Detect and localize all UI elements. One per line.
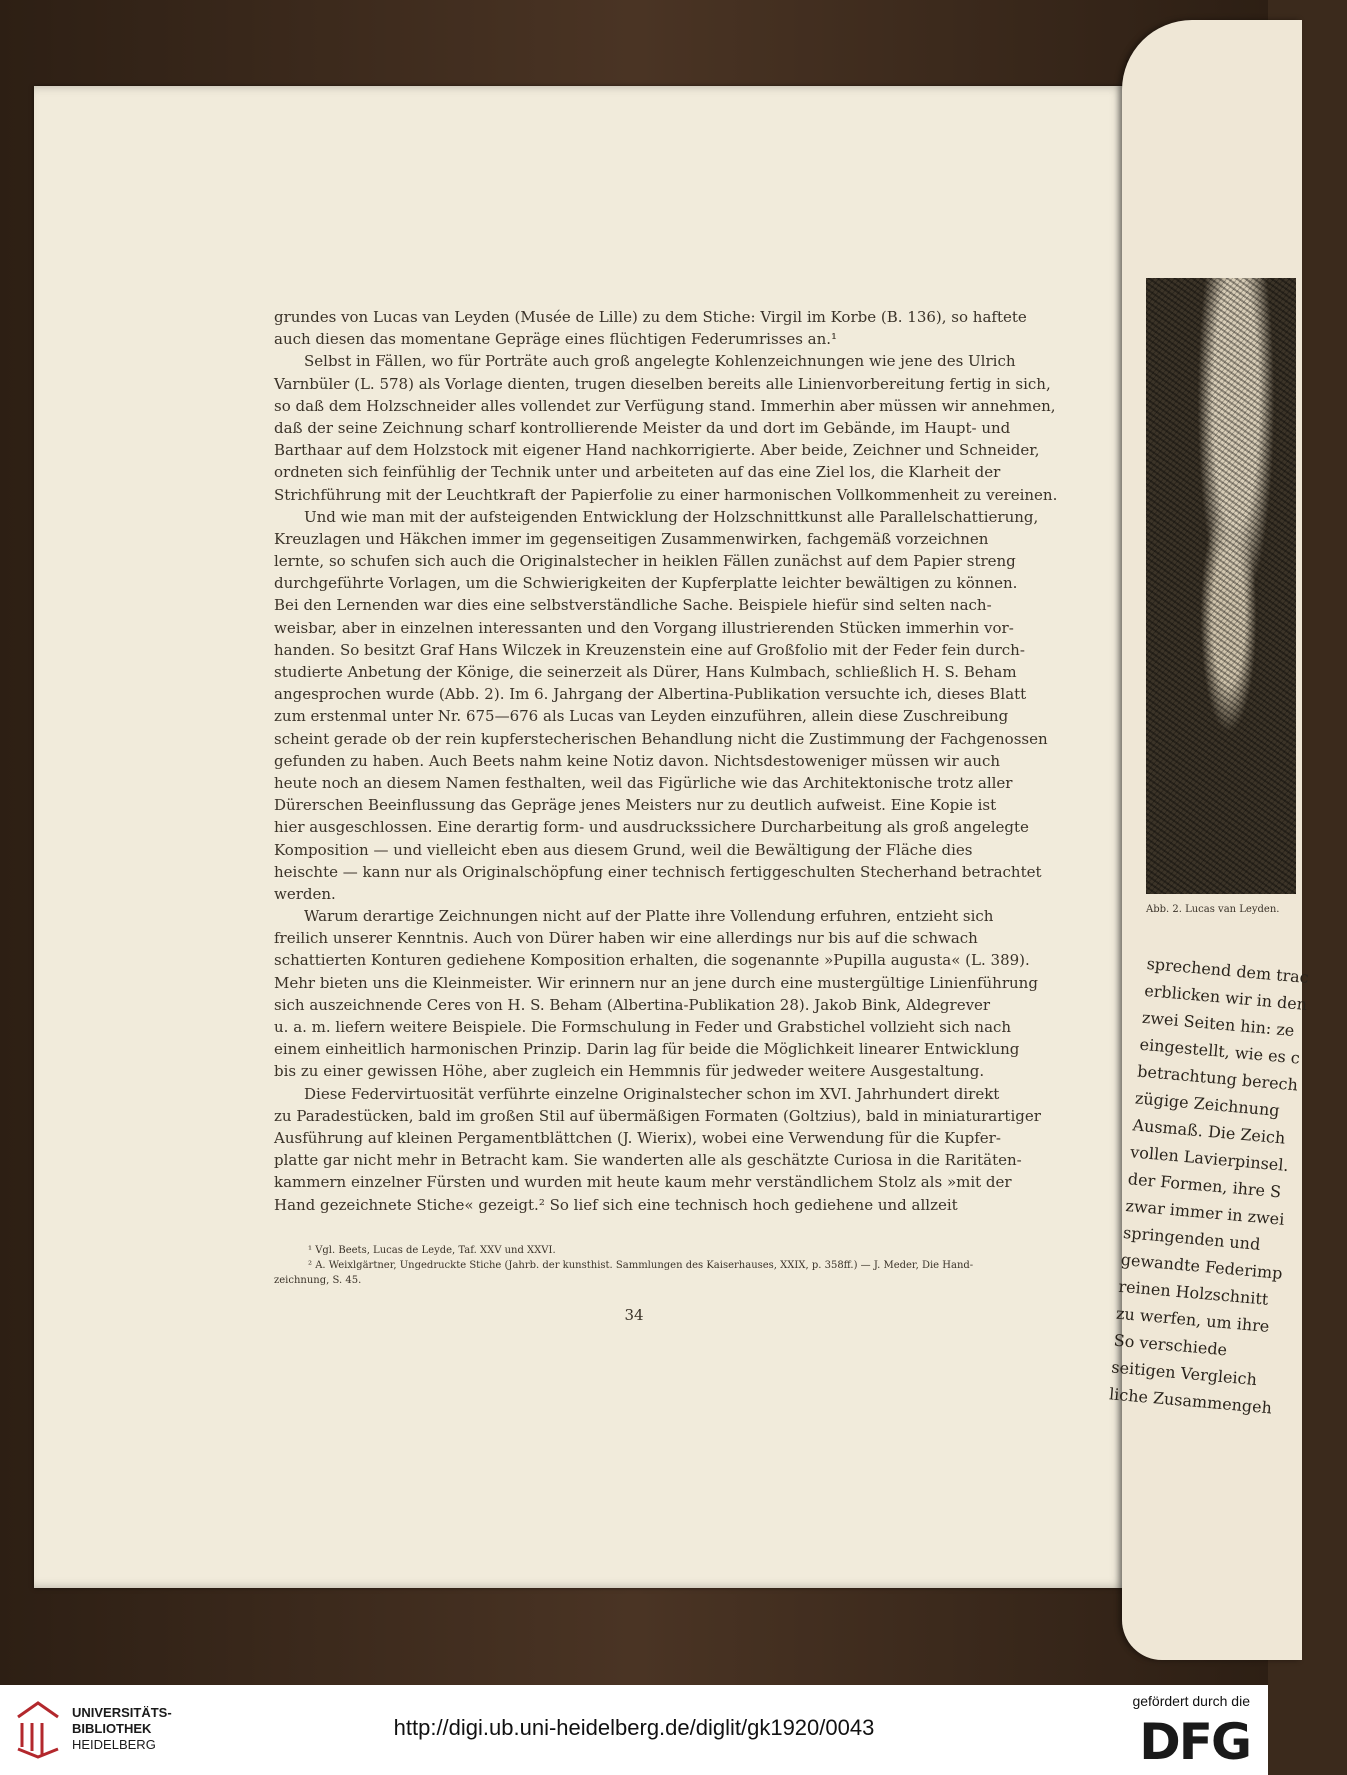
text-line: Ausführung auf kleinen Pergamentblättchen (J. Wierix), wobei eine Verwendung für die Kupfer- xyxy=(274,1128,1001,1147)
right-page xyxy=(1108,20,1310,1660)
footnotes xyxy=(274,1243,982,1288)
text-line: zu Paradestücken, bald im großen Stil auf übermäßigen Formaten (Goltzius), bald in miniaturartiger xyxy=(274,1106,1041,1125)
text-line: einem einheitlich harmonischen Prinzip. Darin lag für beide die Möglichkeit linearer Entwicklung xyxy=(274,1040,1020,1059)
right-page-line: betrachtung berech xyxy=(1136,1061,1299,1095)
text-line: heute noch an diesem Namen festhalten, weil das Figürliche wie das Architektonische trotz aller xyxy=(274,773,1013,792)
right-page-line: Ausmaß. Die Zeich xyxy=(1131,1115,1287,1148)
right-page-line: reinen Holzschnitt xyxy=(1117,1276,1270,1309)
text-line: studierte Anbetung der Könige, die seinerzeit als Dürer, Hans Kulmbach, schließlich H. S. Beham xyxy=(274,663,1017,681)
text-line: sich auszeichnende Ceres von H. S. Beham (Albertina-Publikation 28). Jakob Bink, Aldegrever xyxy=(274,995,991,1014)
library-line-3: HEIDELBERG xyxy=(72,1737,156,1752)
text-line: kammern einzelner Fürsten und wurden mit heute kaum mehr verständlichem Stolz als »mit der xyxy=(274,1173,1012,1192)
text-line: Hand gezeichnete Stiche« gezeigt.² So lief sich eine technisch hoch gediehene und allzeit xyxy=(274,1195,958,1214)
text-line: scheint gerade ob der rein kupferstecherischen Behandlung nicht die Zustimmung der Fachgenossen xyxy=(274,729,1048,748)
text-line: daß der seine Zeichnung scharf kontrollierende Meister da und dort im Gebände, im Haupt- und xyxy=(274,418,1011,437)
figure-caption: Abb. 2. Lucas van Leyden. xyxy=(1146,904,1280,915)
right-page-line: springenden und xyxy=(1122,1222,1262,1254)
footnote-line: zeichnung, S. 45. xyxy=(274,1275,362,1286)
right-page-line: zu werfen, um ihre xyxy=(1115,1303,1271,1336)
text-line: bis zu einer gewissen Höhe, aber zugleich ein Hemmnis für jedweder weitere Ausgestaltung. xyxy=(274,1062,985,1081)
library-line-2: BIBLIOTHEK xyxy=(72,1721,152,1736)
page-number: 34 xyxy=(624,1306,644,1324)
text-line: angesprochen wurde (Abb. 2). Im 6. Jahrgang der Albertina-Publikation versuchte ich, dieses Blatt xyxy=(274,685,1027,704)
right-page-text xyxy=(1108,950,1347,1425)
dfg-logo: DFG xyxy=(1139,1713,1250,1771)
text-line: Mehr bieten uns die Kleinmeister. Wir erinnern nur an jene durch eine mustergültige Linienführung xyxy=(274,973,1038,992)
right-page-line: zügige Zeichnung xyxy=(1134,1088,1281,1121)
text-line: heischte — kann nur als Originalschöpfung einer technisch fertiggeschulten Stecherhand betrachtet xyxy=(274,862,1042,881)
text-line: Barthaar auf dem Holzstock mit eigener Hand nachkorrigierte. Aber beide, Zeichner und Schneider, xyxy=(274,441,1040,460)
text-line: lernte, so schufen sich auch die Originalstecher in heiklen Fällen zunächst auf dem Papier streng xyxy=(274,552,1016,571)
footnote-line: ² A. Weixlgärtner, Ungedruckte Stiche (Jahrb. der kunsthist. Sammlungen des Kaiserhauses, XXIX, p. 358ff.) — J. Meder, Die Hand- xyxy=(308,1260,974,1271)
text-line: durchgeführte Vorlagen, um die Schwierigkeiten der Kupferplatte leichter bewältigen zu können. xyxy=(274,574,1018,593)
text-line: platte gar nicht mehr in Betracht kam. Sie wanderten alle als geschätzte Curiosa in die Raritäten- xyxy=(274,1151,1022,1170)
text-line: Selbst in Fällen, wo für Porträte auch groß angelegte Kohlenzeichnungen wie jene des Ulrich xyxy=(304,352,1016,371)
main-text xyxy=(274,306,1058,1216)
text-line: hier ausgeschlossen. Eine derartig form- und ausdruckssichere Durcharbeitung als groß angelegte xyxy=(274,818,1029,837)
right-page-line: der Formen, ihre S xyxy=(1127,1169,1282,1202)
right-page-line: gewandte Federimp xyxy=(1120,1249,1284,1283)
right-page-line: vollen Lavierpinsel. xyxy=(1129,1142,1290,1176)
text-line: Bei den Lernenden war dies eine selbstverständliche Sache. Beispiele hiefür sind selten nach- xyxy=(274,596,992,615)
text-line: schattierten Konturen gediehene Komposition erhalten, die sogenannte »Pupilla augusta« (L. 389). xyxy=(274,951,1030,970)
right-page-line: zwar immer in zwei xyxy=(1124,1196,1286,1229)
text-line: grundes von Lucas van Leyden (Musée de Lille) zu dem Stiche: Virgil im Korbe (B. 136), so haftete xyxy=(274,308,1027,326)
library-line-1: UNIVERSITÄTS- xyxy=(72,1705,172,1720)
text-line: Komposition — und vielleicht eben aus diesem Grund, weil die Bewältigung der Fläche dies xyxy=(274,840,973,859)
engraving-illustration xyxy=(1146,278,1296,894)
text-line: Warum derartige Zeichnungen nicht auf der Platte ihre Vollendung erfuhren, entzieht sich xyxy=(304,907,994,926)
right-page-line: seitigen Vergleich xyxy=(1110,1357,1258,1390)
permalink-url[interactable]: http://digi.ub.uni-heidelberg.de/diglit/gk1920/0043 xyxy=(393,1715,875,1740)
text-line: freilich unserer Kenntnis. Auch von Dürer haben wir eine allerdings nur bis auf die schwach xyxy=(274,929,978,948)
funding-text: gefördert durch die xyxy=(1132,1693,1250,1709)
text-line: ordneten sich feinfühlig der Technik unter und arbeiteten auf das eine Ziel los, die Klarheit der xyxy=(274,463,1001,482)
footnote-line: ¹ Vgl. Beets, Lucas de Leyde, Taf. XXV und XXVI. xyxy=(308,1245,556,1256)
right-page-line: zwei Seiten hin: ze xyxy=(1141,1007,1296,1041)
right-page-line: So verschiede xyxy=(1113,1330,1228,1360)
right-page-line: erblicken wir in den xyxy=(1143,980,1308,1015)
right-page-line: eingestellt, wie es c xyxy=(1138,1034,1301,1068)
text-line: Kreuzlagen und Häkchen immer im gegenseitigen Zusammenwirken, fachgemäß vorzeichnen xyxy=(274,529,989,548)
text-line: gefunden zu haben. Auch Beets nahm keine Notiz davon. Nichtsdestoweniger müssen wir auch xyxy=(274,751,1001,770)
text-line: Diese Federvirtuosität verführte einzelne Originalstecher schon im XVI. Jahrhundert direkt xyxy=(304,1084,1000,1103)
right-page-line: sprechend dem trac xyxy=(1145,953,1310,988)
text-line: Dürerschen Beeinflussung das Gepräge jenes Meisters nur zu deutlich aufweist. Eine Kopie ist xyxy=(274,796,997,815)
text-line: auch diesen das momentane Gepräge eines flüchtigen Federumrisses an.¹ xyxy=(274,330,838,349)
text-line: handen. So besitzt Graf Hans Wilczek in Kreuzenstein eine auf Großfolio mit der Feder fein durch- xyxy=(274,640,1025,659)
footer-bar xyxy=(0,1685,1268,1775)
text-line: zum erstenmal unter Nr. 675—676 als Lucas van Leyden einzuführen, allein diese Zuschreibung xyxy=(274,707,1009,726)
text-line: weisbar, aber in einzelnen interessanten und den Vorgang illustrierenden Stücken immerhin vor- xyxy=(274,618,1014,637)
right-page-line: liche Zusammengeh xyxy=(1108,1384,1273,1418)
text-line: Und wie man mit der aufsteigenden Entwicklung der Holzschnittkunst alle Parallelschattierung, xyxy=(304,507,1039,526)
text-line: so daß dem Holzschneider alles vollendet zur Verfügung stand. Immerhin aber müssen wir annehmen, xyxy=(274,396,1056,415)
text-line: Varnbüler (L. 578) als Vorlage dienten, trugen dieselben bereits alle Linienvorbereitung fertig in sich, xyxy=(274,374,1051,393)
text-line: u. a. m. liefern weitere Beispiele. Die Formschulung in Feder und Grabstichel vollzieht sich nach xyxy=(274,1018,1012,1036)
text-line: werden. xyxy=(274,884,336,903)
text-line: Strichführung mit der Leuchtkraft der Papierfolie zu einer harmonischen Vollkommenheit zu vereinen. xyxy=(274,485,1058,504)
